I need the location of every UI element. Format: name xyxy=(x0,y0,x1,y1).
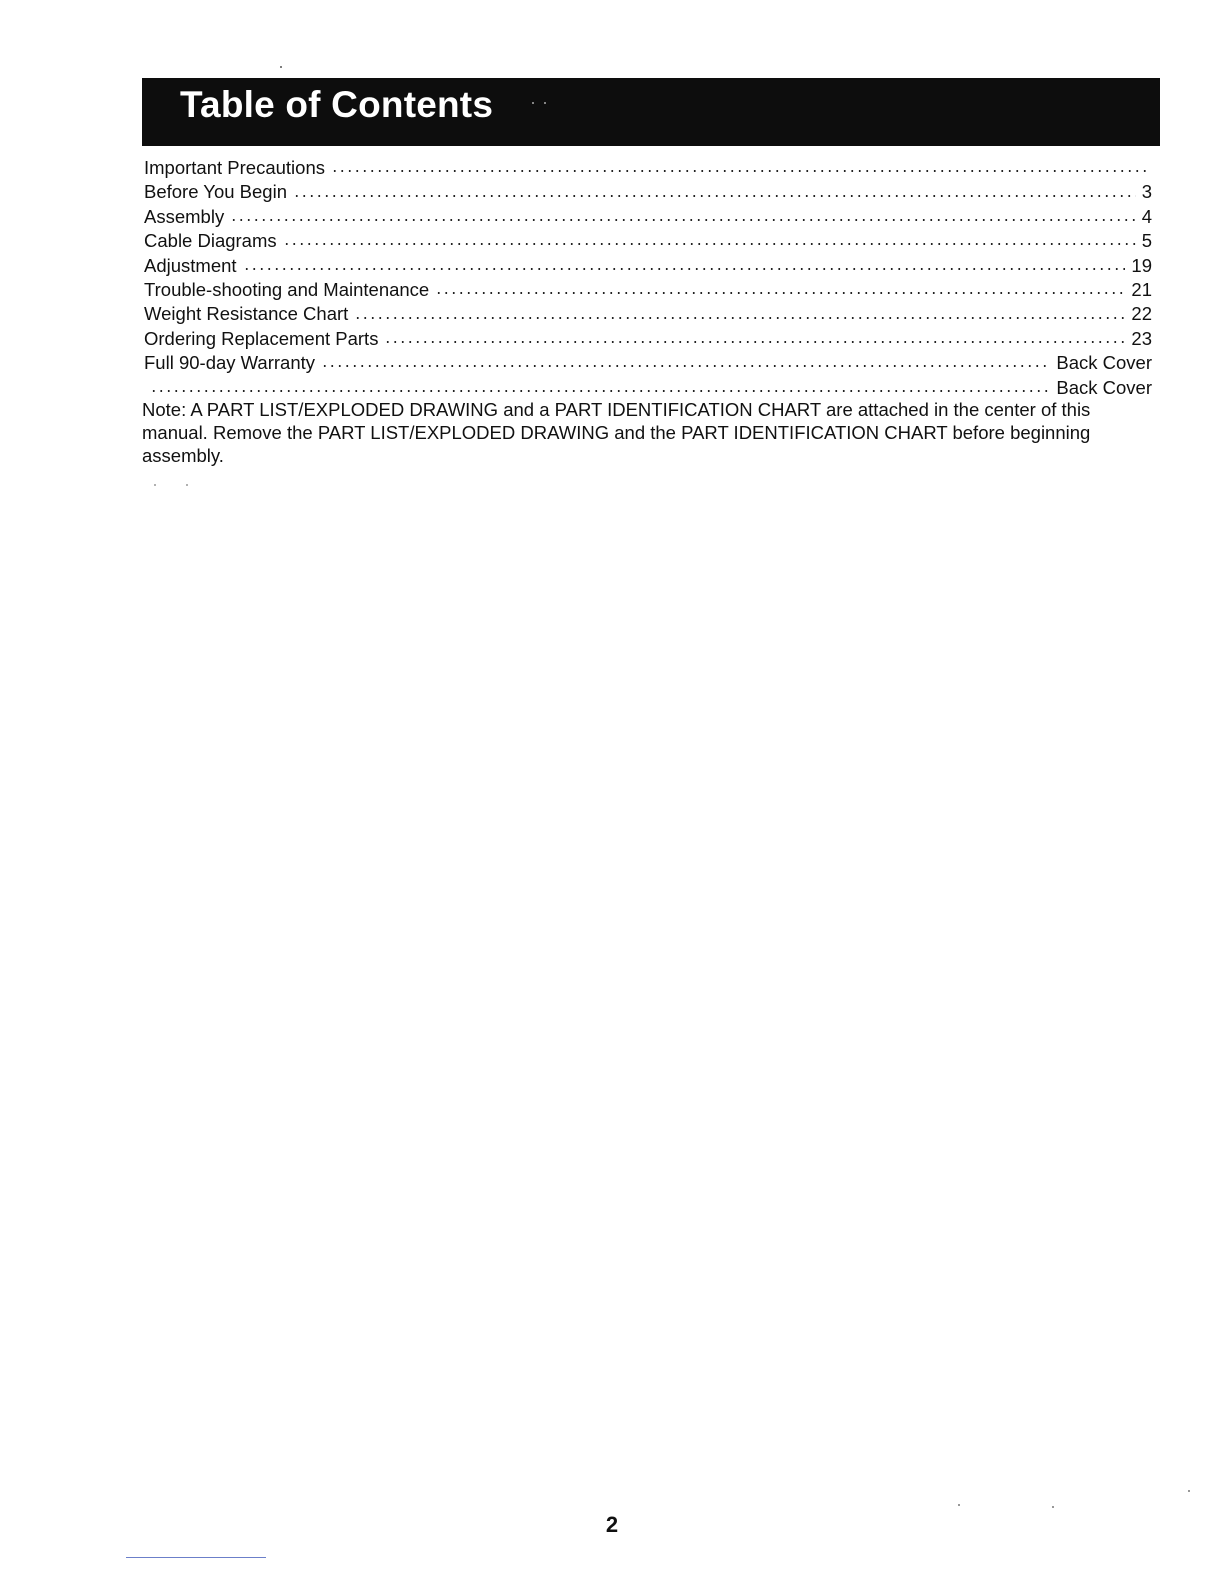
dot-leader xyxy=(230,219,1136,221)
toc-entry-page: 21 xyxy=(1131,278,1152,300)
toc-entry-title: Cable Diagrams xyxy=(144,230,277,252)
scan-speck xyxy=(1052,1506,1054,1508)
scan-speck xyxy=(1188,1490,1190,1492)
scan-speck xyxy=(186,484,188,486)
table-of-contents xyxy=(144,156,1152,400)
dot-leader xyxy=(384,341,1125,343)
toc-entry xyxy=(144,302,1152,326)
toc-entry-page: Back Cover xyxy=(1056,376,1152,398)
toc-entry-page: 19 xyxy=(1131,254,1152,276)
toc-entry-page: 23 xyxy=(1131,327,1152,349)
toc-entry-title: Full 90-day Warranty xyxy=(144,352,316,374)
scan-speck xyxy=(958,1504,960,1506)
toc-entry-title: Adjustment xyxy=(144,254,237,276)
toc-entry xyxy=(144,376,1152,400)
dot-leader xyxy=(283,243,1136,245)
toc-entry-page: 22 xyxy=(1131,303,1152,325)
toc-entry xyxy=(144,156,1152,180)
title-banner xyxy=(142,78,1160,146)
toc-entry-title: Assembly xyxy=(144,205,225,227)
assembly-note: Note: A PART LIST/EXPLODED DRAWING and a PART IDENTIFICATION CHART are attached in the center of this manual. Remove the PART LIST/EXPLODED DRAWING and the PART IDENTIFICATION CHART before beginning assembly. xyxy=(142,399,1091,466)
dot-leader xyxy=(243,268,1126,270)
toc-entry xyxy=(144,205,1152,229)
page-number: 2 xyxy=(605,1512,619,1537)
dot-leader xyxy=(321,365,1050,367)
toc-entry-title: Ordering Replacement Parts xyxy=(144,327,379,349)
footer-rule xyxy=(126,1557,266,1558)
toc-entry xyxy=(144,278,1152,302)
toc-entry xyxy=(144,327,1152,351)
toc-entry-page: 3 xyxy=(1141,181,1152,203)
scan-speck xyxy=(532,102,534,104)
dot-leader xyxy=(150,390,1050,392)
toc-entry-page: 4 xyxy=(1141,205,1152,227)
toc-entry xyxy=(144,351,1152,375)
dot-leader xyxy=(293,195,1136,197)
scan-speck xyxy=(280,66,282,68)
toc-entry xyxy=(144,180,1152,204)
toc-entry xyxy=(144,254,1152,278)
toc-entry-title: Important Precautions xyxy=(144,157,325,178)
toc-entry-page: 5 xyxy=(1141,230,1152,252)
dot-leader xyxy=(435,292,1125,294)
toc-entry-title: Trouble-shooting and Maintenance xyxy=(144,278,430,300)
toc-entry-title: Weight Resistance Chart xyxy=(144,303,349,325)
toc-entry-title: Before You Begin xyxy=(144,181,287,203)
page-title: Table of Contents xyxy=(180,84,494,125)
toc-entry xyxy=(144,229,1152,253)
scan-speck xyxy=(154,484,156,486)
dot-leader xyxy=(331,170,1146,172)
scan-speck xyxy=(544,102,546,104)
toc-entry-page: Back Cover xyxy=(1056,352,1152,374)
dot-leader xyxy=(354,317,1125,319)
